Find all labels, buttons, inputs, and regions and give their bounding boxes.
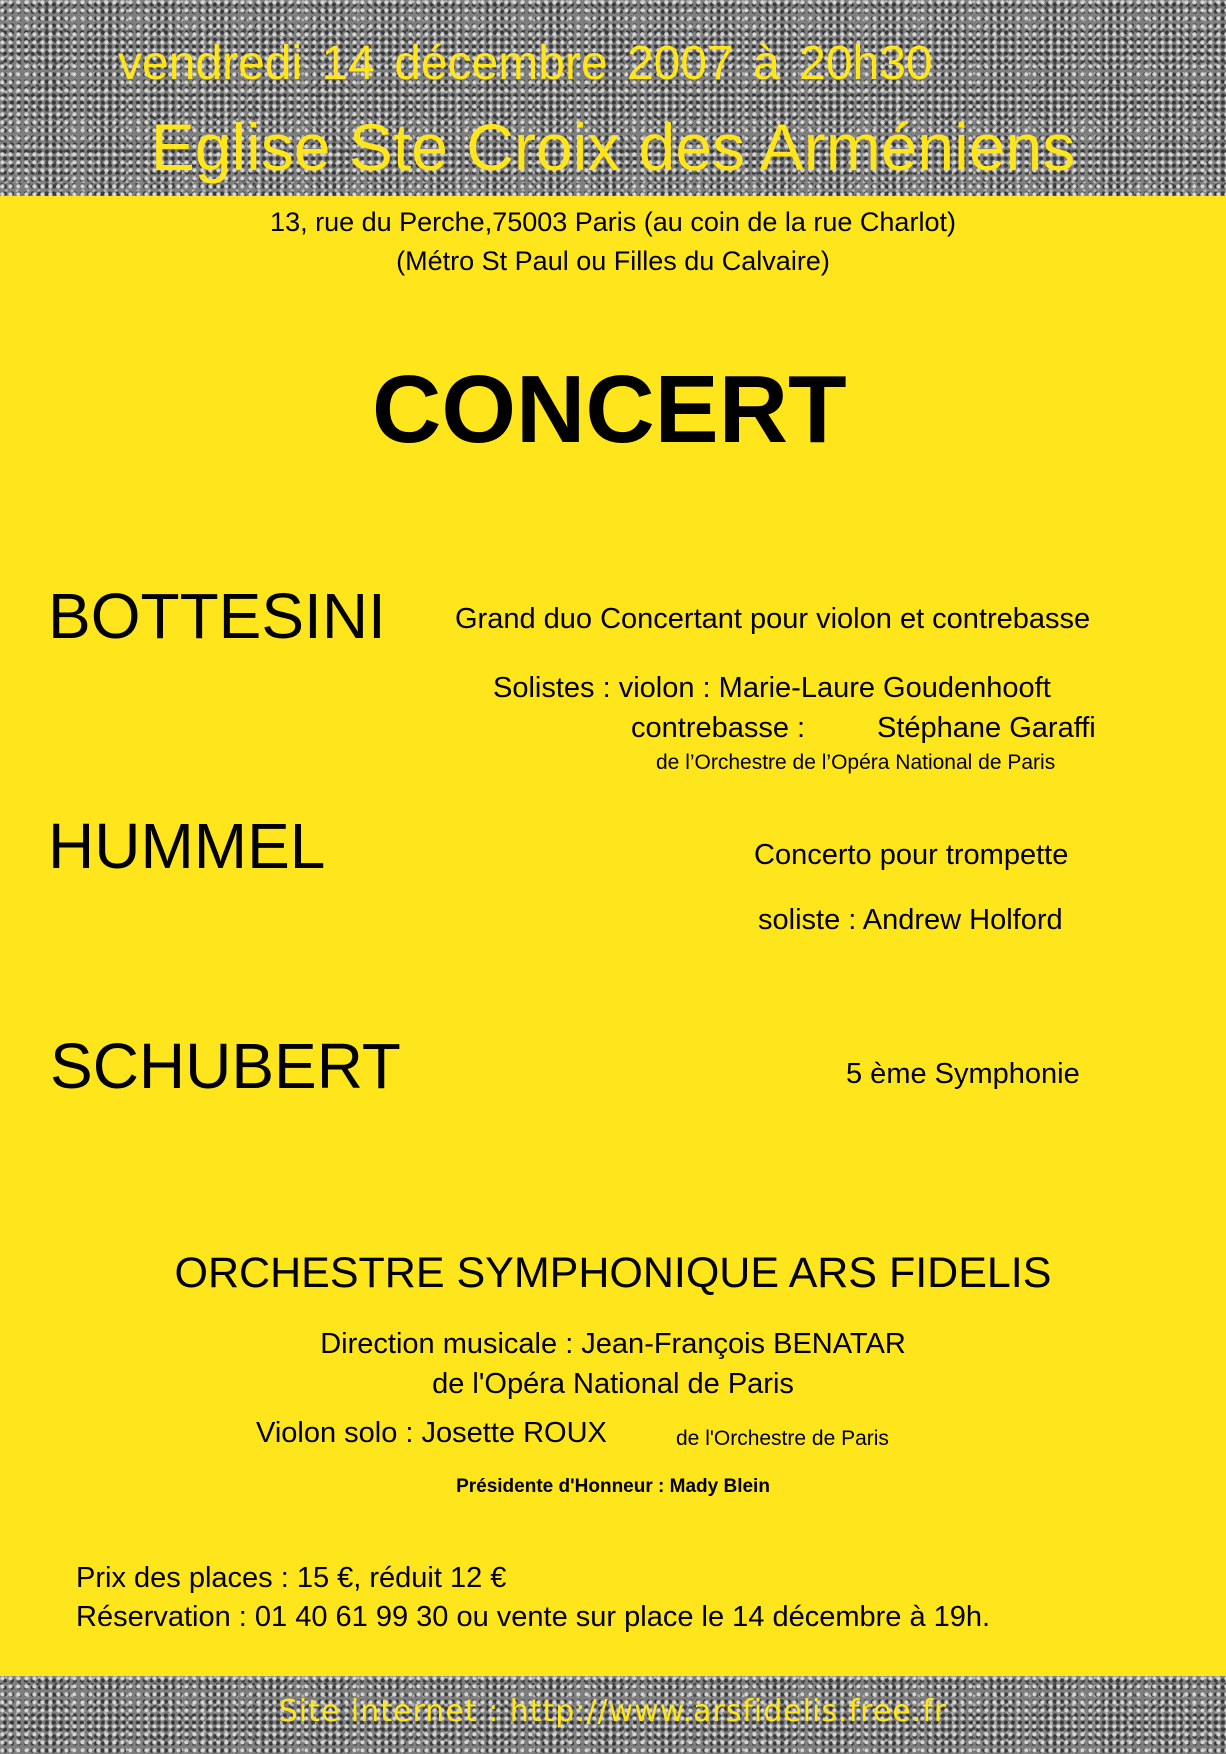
composer-bottesini: BOTTESINI <box>48 580 386 652</box>
metro-info: (Métro St Paul ou Filles du Calvaire) <box>396 246 830 276</box>
orchestra-name: ORCHESTRE SYMPHONIQUE ARS FIDELIS <box>174 1249 1052 1297</box>
music-director-affiliation: de l'Opéra National de Paris <box>432 1368 794 1400</box>
work-bottesini: Grand duo Concertant pour violon et contrebasse <box>455 603 1091 635</box>
reservation-info: Réservation : 01 40 61 99 30 ou vente sur place le 14 décembre à 19h. <box>76 1601 991 1633</box>
venue-address: 13, rue du Perche,75003 Paris (au coin de la rue Charlot) <box>270 207 956 237</box>
composer-schubert: SCHUBERT <box>50 1030 401 1102</box>
work-hummel: Concerto pour trompette <box>754 839 1069 871</box>
soloist-bass-label: contrebasse : <box>631 712 806 744</box>
composer-hummel: HUMMEL <box>48 810 326 882</box>
honorary-president: Présidente d'Honneur : Mady Blein <box>456 1476 770 1497</box>
music-director: Direction musicale : Jean-François BENATAR <box>320 1328 906 1360</box>
event-date: vendredi 14 décembre 2007 à 20h30 <box>118 37 933 90</box>
concert-title: CONCERT <box>372 356 847 463</box>
venue-name: Eglise Ste Croix des Arméniens <box>150 110 1076 184</box>
violin-solo: Violon solo : Josette ROUX <box>256 1417 607 1449</box>
soloist-trumpet: soliste : Andrew Holford <box>758 904 1063 936</box>
work-schubert: 5 ème Symphonie <box>846 1058 1080 1090</box>
soloist-bass-name: Stéphane Garaffi <box>877 712 1096 744</box>
website-link[interactable]: Site internet : http://www.arsfidelis.free.fr <box>278 1694 948 1729</box>
soloist-violin: Solistes : violon : Marie-Laure Goudenhooft <box>493 672 1051 704</box>
soloists-affiliation: de l’Orchestre de l’Opéra National de Paris <box>656 751 1056 774</box>
violin-solo-affiliation: de l'Orchestre de Paris <box>676 1427 889 1450</box>
ticket-prices: Prix des places : 15 €, réduit 12 € <box>76 1562 507 1594</box>
